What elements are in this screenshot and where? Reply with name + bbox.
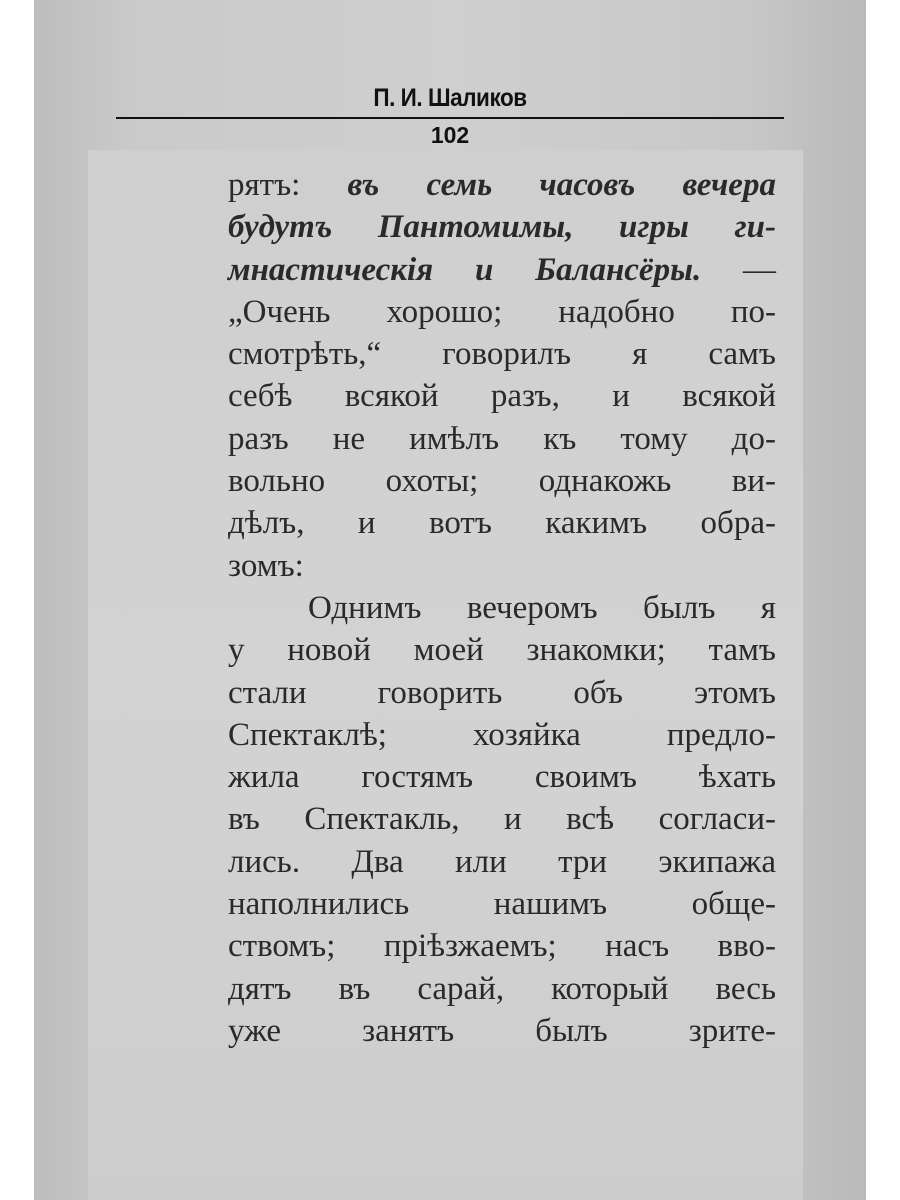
word: тому xyxy=(620,420,688,457)
word: обще- xyxy=(691,886,776,923)
word: новой xyxy=(287,632,371,669)
word: какимъ xyxy=(545,505,648,542)
text-line xyxy=(228,672,776,714)
word: былъ xyxy=(642,589,716,626)
text-line xyxy=(228,460,776,502)
word: зомъ: xyxy=(228,547,304,584)
word: охоты; xyxy=(385,463,479,500)
text-line xyxy=(228,418,776,460)
word: не xyxy=(332,420,366,457)
word: жила xyxy=(228,759,300,796)
text-line xyxy=(228,249,776,291)
word: я xyxy=(760,589,776,626)
word: ви- xyxy=(731,463,776,500)
word: себѣ xyxy=(228,378,293,415)
word: однакожь xyxy=(538,463,672,500)
word: и xyxy=(503,801,522,838)
word: былъ xyxy=(535,1012,608,1049)
word: до- xyxy=(731,420,776,457)
text-line xyxy=(228,925,776,967)
word: всякой xyxy=(682,378,776,415)
word: стали xyxy=(228,674,307,711)
word: говорить xyxy=(377,674,503,711)
word: разъ xyxy=(228,420,289,457)
text-line xyxy=(228,1010,776,1052)
word: весь xyxy=(715,970,776,1007)
word: обра- xyxy=(700,505,776,542)
word: ствомъ; xyxy=(228,928,336,965)
text-line xyxy=(228,798,776,840)
word: „Очень xyxy=(228,293,331,330)
text-line xyxy=(228,545,776,587)
word: насъ xyxy=(605,928,670,965)
word: всѣ xyxy=(566,801,615,838)
word: предло- xyxy=(666,716,776,753)
word: смотрѣть,“ xyxy=(228,336,382,373)
word: и xyxy=(357,505,376,542)
text-line xyxy=(228,841,776,883)
word: знакомки; xyxy=(526,632,666,669)
word: — xyxy=(743,251,776,288)
word: занятъ xyxy=(362,1012,455,1049)
word: будутъ xyxy=(228,209,333,246)
text-line xyxy=(228,756,776,798)
word: вечера xyxy=(682,167,776,203)
text-line xyxy=(228,291,776,333)
text-line xyxy=(228,714,776,756)
word: разъ, xyxy=(490,378,560,415)
word: или xyxy=(454,843,507,880)
word: имѣлъ xyxy=(409,420,500,457)
word: мнастическія xyxy=(228,251,434,288)
word: вольно xyxy=(228,463,326,500)
body-text xyxy=(228,164,776,1052)
word: Пантомимы, xyxy=(377,209,574,246)
word: гостямъ xyxy=(361,759,474,796)
word: всякой xyxy=(344,378,439,415)
text-line xyxy=(228,375,776,417)
word: три xyxy=(558,843,608,880)
word: Два xyxy=(351,843,404,880)
text-line xyxy=(228,206,776,248)
word: дѣлъ, xyxy=(228,505,305,542)
page-number: 102 xyxy=(430,122,470,148)
word: согласи- xyxy=(658,801,776,838)
text-line xyxy=(228,502,776,544)
word: по- xyxy=(730,293,776,330)
word: Спектакль, xyxy=(304,801,460,838)
word: въ xyxy=(228,801,260,838)
text-line xyxy=(228,587,776,629)
word: игры xyxy=(618,209,689,246)
text-line xyxy=(228,164,776,206)
word: Однимъ xyxy=(308,589,422,626)
word: семь xyxy=(426,167,493,203)
word: нашимъ xyxy=(493,886,608,923)
word: я xyxy=(632,336,648,373)
word: этомъ xyxy=(694,674,776,711)
text-line xyxy=(228,333,776,375)
word: ги- xyxy=(734,209,776,246)
word: моей xyxy=(413,632,484,669)
word: часовъ xyxy=(539,167,636,203)
word: рятъ: xyxy=(228,167,301,203)
word: объ xyxy=(573,674,623,711)
word: сарай, xyxy=(417,970,505,1007)
word: зрите- xyxy=(688,1012,776,1049)
word: и xyxy=(612,378,630,415)
word: вечеромъ xyxy=(466,589,598,626)
word: лись. xyxy=(228,843,301,880)
word: дятъ xyxy=(228,970,292,1007)
word: и xyxy=(474,251,494,288)
header-divider xyxy=(116,117,784,119)
word: вво- xyxy=(717,928,776,965)
text-line xyxy=(228,629,776,671)
word: экипажа xyxy=(658,843,776,880)
word: Балансёры. xyxy=(535,251,702,288)
word: въ xyxy=(338,970,371,1007)
word: хорошо; xyxy=(386,293,503,330)
word: въ xyxy=(347,167,380,203)
word: наполнились xyxy=(228,886,410,923)
word: уже xyxy=(228,1012,282,1049)
word: Спектаклѣ; xyxy=(228,716,387,753)
word: говорилъ xyxy=(442,336,572,373)
word: вотъ xyxy=(428,505,492,542)
word: ѣхать xyxy=(698,759,776,796)
word: тамъ xyxy=(708,632,776,669)
text-line xyxy=(228,968,776,1010)
word: пріѣзжаемъ; xyxy=(383,928,557,965)
word: своимъ xyxy=(534,759,637,796)
word: надобно xyxy=(558,293,675,330)
word: который xyxy=(551,970,669,1007)
author-header: П. И. Шаликов xyxy=(373,84,527,112)
word: хозяйка xyxy=(473,716,581,753)
word: самъ xyxy=(708,336,776,373)
text-line xyxy=(228,883,776,925)
word: къ xyxy=(543,420,577,457)
word: у xyxy=(228,632,245,669)
